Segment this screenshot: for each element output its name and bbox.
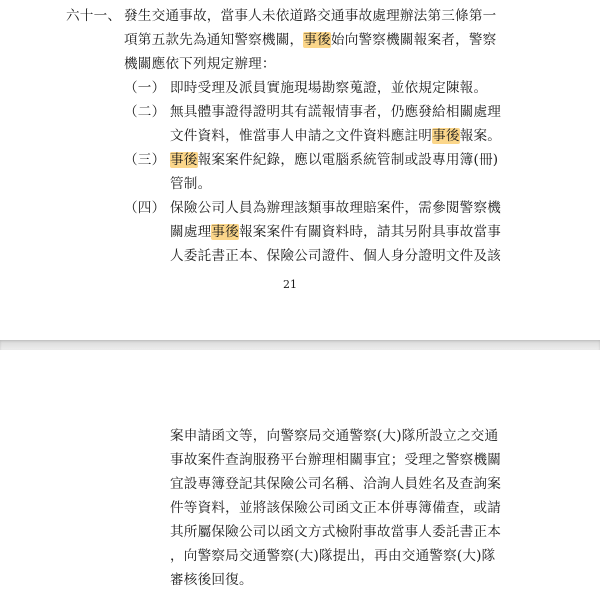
item-3-line-1 bbox=[170, 148, 498, 172]
highlighted-term: 事後 bbox=[303, 32, 331, 48]
continuation-line-5: 其所屬保險公司以函文方式檢附事故當事人委託書正本 bbox=[170, 524, 502, 540]
item-2-line-2 bbox=[170, 124, 501, 148]
item-marker-4: （四） bbox=[124, 200, 166, 216]
text-segment: 人委託書正本、保險公司證件、個人身分證明文件及該 bbox=[170, 248, 502, 264]
page-break-divider bbox=[0, 340, 600, 350]
continuation-line-3: 宜設專簿登記其保險公司名稱、洽詢人員姓名及查詢案 bbox=[170, 476, 502, 492]
text-segment: 報案。 bbox=[459, 128, 502, 144]
item-marker-2: （二） bbox=[124, 104, 166, 120]
item-2-line-1 bbox=[170, 100, 501, 124]
continuation-line-4: 件等資料，並將該保險公司函文正本併專簿備查，或請 bbox=[170, 500, 502, 516]
item-4-line-2 bbox=[170, 220, 501, 244]
item-marker-3: （三） bbox=[124, 152, 166, 168]
text-segment: 管制。 bbox=[170, 176, 212, 192]
item-4-line-3 bbox=[170, 244, 501, 268]
text-segment: 保險公司人員為辦理該類事故理賠案件，需參閱警察機 bbox=[170, 200, 502, 216]
text-segment: 報案案件紀錄，應以電腦系統管制或設專用簿(冊) bbox=[197, 152, 499, 168]
item-4-line-1 bbox=[170, 196, 501, 220]
page-number: 21 bbox=[283, 278, 297, 291]
article-line-3 bbox=[124, 52, 276, 76]
highlighted-term: 事後 bbox=[211, 224, 239, 240]
highlighted-term: 事後 bbox=[432, 128, 460, 144]
text-segment: 發生交通事故，當事人未依道路交通事故處理辦法第三條第一 bbox=[124, 8, 497, 24]
article-line-1 bbox=[124, 4, 496, 28]
text-segment: 始向警察機關報案者，警察 bbox=[330, 32, 497, 48]
text-segment: 即時受理及派員實施現場勘察蒐證，並依規定陳報。 bbox=[170, 80, 488, 96]
text-segment: 機關應依下列規定辦理： bbox=[124, 56, 276, 72]
highlighted-term: 事後 bbox=[170, 152, 198, 168]
continuation-line-7: 審核後回復。 bbox=[170, 572, 253, 588]
item-3-line-2 bbox=[170, 172, 211, 196]
text-segment: 報案案件有關資料時，請其另附具事故當事 bbox=[238, 224, 502, 240]
text-segment: 項第五款先為通知警察機關， bbox=[124, 32, 304, 48]
continuation-line-6: ，向警察局交通警察(大)隊提出，再由交通警察(大)隊 bbox=[170, 548, 496, 564]
text-segment: 關處理 bbox=[170, 224, 212, 240]
article-line-2 bbox=[124, 28, 496, 52]
continuation-line-2: 事故案件查詢服務平台辦理相關事宜；受理之警察機關 bbox=[170, 452, 502, 468]
text-segment: 無具體事證得證明其有謊報情事者，仍應發給相關處理 bbox=[170, 104, 502, 120]
article-number: 六十一、 bbox=[66, 8, 122, 24]
text-segment: 文件資料，惟當事人申請之文件資料應註明 bbox=[170, 128, 433, 144]
item-marker-1: （一） bbox=[124, 80, 166, 96]
continuation-line-1: 案申請函文等，向警察局交通警察(大)隊所設立之交通 bbox=[170, 428, 499, 444]
document-page-22 bbox=[0, 350, 600, 591]
item-1-line-1 bbox=[170, 76, 487, 100]
